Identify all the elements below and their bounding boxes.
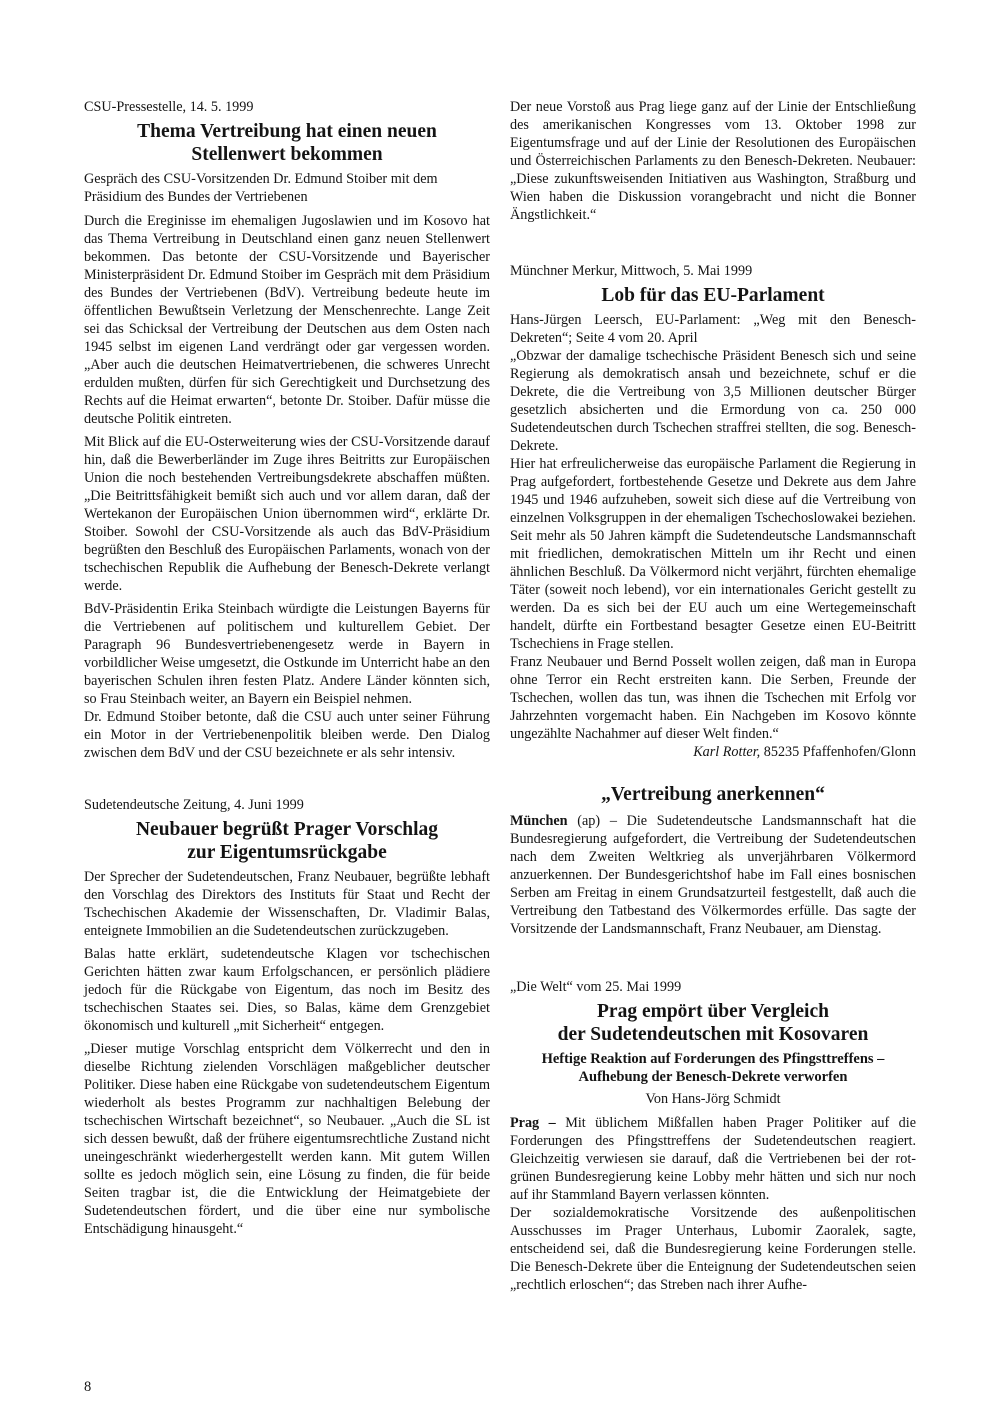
article-headline: Lob für das EU-Parlament [601, 285, 825, 306]
right-column [510, 98, 916, 1294]
article-paragraph: „Dieser mutige Vorschlag entspricht dem Völkerrecht und den in dieselbe Richtung zielenden Vorschlägen maßgeblicher deutscher Politiker. Diese haben eine Rückgabe von sudetendeutschem Eigentum wiederholt als bestes Programm zur nachhaltigen Belebung der tschechischen Wirtschaft bezeichnet“, so Neubauer. „Auch die SL ist sich dessen bewußt, daß der frühere eigentumsrechtliche Zustand nicht uneingeschränkt wiederhergestellt werden kann. Mit gutem Willen sollte es jedoch möglich sein, eine Lösung zu finden, die für beide Seiten tragbar ist, die die Entwicklung der Heimatgebiete der Sudetendeutschen fördert, und die über eine nur symbolische Entschädigung hinausgeht.“ [84, 1041, 490, 1237]
article-source: CSU-Pressestelle, 14. 5. 1999 [84, 99, 254, 115]
page-number: 8 [84, 1379, 92, 1395]
article-paragraph: Hans-Jürgen Leersch, EU-Parlament: „Weg mit den Benesch-Dekreten“; Seite 4 vom 20. April [510, 312, 916, 346]
article-paragraph: Durch die Ereginisse im ehemaligen Jugoslawien und im Kosovo hat das Thema Vertreibung in Deutschland einen ganz neuen Stellenwert bekommen. Das betonte der CSU-Vorsitzende und Bayerischer Ministerpräsident Dr. Edmund Stoiber im Gespräch mit dem Präsidium des Bundes der Vertriebenen (BdV). Vertreibung bedeute heute im öffentlichen Bewußtsein Verletzung der Menschenrechte. Lange Zeit sei das Schicksal der Vertreibung der Deutschen aus dem Osten nach 1945 selbst im eigenen Land verdrängt oder gar vergessen worden. „Aber auch die deutschen Heimatvertriebenen, die schweres Unrecht erdulden mußten, dürfen für sich Gerechtigkeit und Durchsetzung des Rechts auf die Heimat erwarten“, betonte Dr. Stoiber. Dafür müsse die deutsche Politik eintreten. [84, 213, 490, 427]
article-source: Münchner Merkur, Mittwoch, 5. Mai 1999 [510, 263, 753, 279]
article-neubauer [84, 796, 490, 1238]
article-source: Sudetendeutsche Zeitung, 4. Juni 1999 [84, 797, 304, 813]
headline-line-1: Neubauer begrüßt Prager Vorschlag [135, 819, 439, 840]
article-paragraph: BdV-Präsidentin Erika Steinbach würdigte die Leistungen Bayerns für die Vertriebenen auf politischem und kulturellem Gebiet. Der Paragraph 96 Bundesvertriebenengesetz werde in Bayern in vorbildlicher Weise umgesetzt, die Ostkunde im Unterricht habe an den bayerischen Schulen ihren festen Platz. Andere Länder könnten sich, so Frau Steinbach weiter, an Bayern ein Beispiel nehmen. [84, 601, 490, 707]
article-body: (ap) – Die Sudetendeutsche Landsmannschaft hat die Bundesregierung aufgefordert, die Vertreibung der Sudetendeutschen nach dem Zweiten Weltkrieg als unverjährbaren Völkermord anzuerkennen. Der Bundesgerichtshof habe im Fall eines bosnischen Serben am Freitag in einem Grundsatzurteil festgestellt, daß auch die Vertreibung den Tatbestand des Völkermordes erfülle. Das sagte der Vorsitzende der Landsmannschaft, Franz Neubauer, am Dienstag. [510, 813, 917, 937]
article-vertreibung-anerkennen [510, 783, 916, 938]
headline-line-2: zur Eigentumsrückgabe [187, 842, 387, 863]
subheadline-line-1: Heftige Reaktion auf Forderungen des Pfingsttreffens – [541, 1051, 885, 1067]
article-source: „Die Welt“ vom 25. Mai 1999 [510, 979, 682, 995]
article-paragraph: Der neue Vorstoß aus Prag liege ganz auf der Linie der Entschließung des amerikanischen Kongresses vom 13. Oktober 1998 zur Eigentumsfrage und auf der Linie der Resolutionen des Europäischen und Österreichischen Parlaments zu den Benesch-Dekreten. Neubauer: „Diese zukunftsweisenden Initiativen aus Washington, Straßburg und Wien haben die Diskussion vorangebracht und nicht die Bonner Ängstlichkeit.“ [510, 99, 916, 223]
article-paragraph: Mit Blick auf die EU-Osterweiterung wies der CSU-Vorsitzende darauf hin, daß die Bewerberländer im Zuge ihres Beitritts zur Europäischen Union die noch bestehenden Vertreibungsdekrete abschaffen müßten. „Die Beitrittsfähigkeit bemißt sich auch und vor allem daran, daß der Wertekanon der Europäischen Union übernommen wird“, erklärte Dr. Stoiber. Sowohl der CSU-Vorsitzende als auch das BdV-Präsidium begrüßten den Beschluß des Europäischen Parlaments, wonach von der tschechischen Republik die Aufhebung der Benesch-Dekrete verlangt werde. [84, 434, 490, 594]
article-headline: „Vertreibung anerkennen“ [601, 784, 825, 805]
headline-line-1: Thema Vertreibung hat einen neuen [137, 121, 437, 142]
article-paragraph: Hier hat erfreulicherweise das europäische Parlament die Regierung in Prag aufgefordert, fortbestehende Gesetze und Dekrete aus dem Jahre 1945 und 1946 aufzuheben, soweit sich diese auf die Vertreibung von einzelnen Volksgruppen in der ehemaligen Tschechoslowakei beziehen. [510, 456, 916, 526]
signature-name: Karl Rotter, [693, 744, 761, 760]
article-paragraph [510, 1114, 916, 1204]
article-byline: Von Hans-Jörg Schmidt [645, 1091, 781, 1107]
article-paragraph: Balas hatte erklärt, sudetendeutsche Klagen vor tschechischen Gerichten hätten zwar kaum Erfolgschancen, er persönlich plädiere jedoch für die Rückgabe von Eigentum, das noch im Besitz des tschechischen Staates sei. Dies, so Balas, käme dem Grenzgebiet ökonomisch und kulturell „mit Sicherheit“ entgegen. [84, 946, 490, 1034]
headline-line-2: Stellenwert bekommen [191, 144, 383, 165]
article-continuation [510, 98, 916, 224]
article-paragraph: Seit mehr als 50 Jahren kämpft die Sudetendeutsche Landsmannschaft mit friedlichen, demokratischen Mitteln um ihr Recht und einen ähnlichen Beschluß. Da Völkermord nicht verjährt, fürchten ehemalige Täter (soweit noch lebend), vor ein internationales Gericht gestellt zu werden. Da es sich bei der EU auch um eine Wertegemeinschaft handelt, dürfte ein Fortbestand besagter Gesetze einen EU-Beitritt Tschechiens in Frage stellen. [510, 528, 916, 652]
article-prag-empoert [510, 978, 916, 1294]
article-paragraph: Dr. Edmund Stoiber betonte, daß die CSU auch unter seiner Führung ein Motor in der Vertriebenenpolitik bleiben werde. Den Dialog zwischen dem BdV und der CSU bezeichnete er als sehr intensiv. [84, 709, 490, 761]
article-paragraph: „Obzwar der damalige tschechische Präsident Benesch sich und seine Regierung als demokratisch ansah und bezeichnete, schuf er die Dekrete, die die Vertreibung von 3,5 Millionen deutscher Bürger gesetzlich absicherten und die Ermordung von ca. 250 000 Sudetendeutschen durch Tschechen straffrei stellten, die sog. Benesch-Dekrete. [510, 348, 916, 454]
article-paragraph [510, 812, 916, 938]
letter-signature [510, 743, 916, 761]
dateline: Prag – [510, 1115, 556, 1131]
subheadline-line-2: Aufhebung der Benesch-Dekrete verworfen [578, 1069, 848, 1085]
article-eu-parlament [510, 262, 916, 761]
article-body: Mit üblichem Mißfallen haben Prager Politiker auf die Forderungen des Pfingsttreffens der Sudetendeutschen reagiert. Gleichzeitig verwiesen sie darauf, daß die Vertriebenen bei der rot-grünen Bundesregierung keine Lobby mehr hätten und sich nur noch auf ihr Stammland Bayern verlassen könnten. [510, 1115, 916, 1203]
article-intro: Gespräch des CSU-Vorsitzenden Dr. Edmund Stoiber mit dem Präsidium des Bundes der Vertriebenen [84, 171, 438, 205]
signature-place: 85235 Pfaffenhofen/Glonn [763, 744, 916, 760]
article-headline [84, 120, 490, 166]
article-paragraph: Franz Neubauer und Bernd Posselt wollen zeigen, daß man in Europa ohne Terror ein Recht erstreiten kann. Die Serben, Freunde der Tschechen, wollen das tun, was ihnen die Tschechen mit Erfolg vor Jahrzehnten vorgemacht haben. Ein Nachgeben im Kosovo könnte ungezählte Nachahmer auf dieser Welt finden.“ [510, 654, 916, 742]
headline-line-2: der Sudetendeutschen mit Kosovaren [557, 1024, 869, 1045]
headline-line-1: Prag empört über Vergleich [597, 1001, 829, 1022]
article-paragraph: Der Sprecher der Sudetendeutschen, Franz Neubauer, begrüßte lebhaft den Vorschlag des Direktors des Instituts für Staat und Recht der Tschechischen Akademie der Wissenschaften, Dr. Vladimir Balas, enteignete Immobilien an die Sudetendeutschen zurückzugeben. [84, 869, 490, 939]
article-paragraph: Der sozialdemokratische Vorsitzende des außenpolitischen Ausschusses im Prager Unterhaus, Lubomir Zaoralek, sagte, entscheidend sei, daß die Bundesregierung keine Forderungen stelle. Die Benesch-Dekrete über die Enteignung der Sudetendeutschen seien „rechtlich erloschen“; das Streben nach ihrer Aufhe- [510, 1205, 916, 1293]
article-stoiber [84, 98, 490, 762]
left-column [84, 98, 490, 1243]
article-subheadline [510, 1050, 916, 1086]
dateline: München [510, 813, 568, 829]
article-headline [510, 1000, 916, 1046]
article-headline [84, 818, 490, 864]
